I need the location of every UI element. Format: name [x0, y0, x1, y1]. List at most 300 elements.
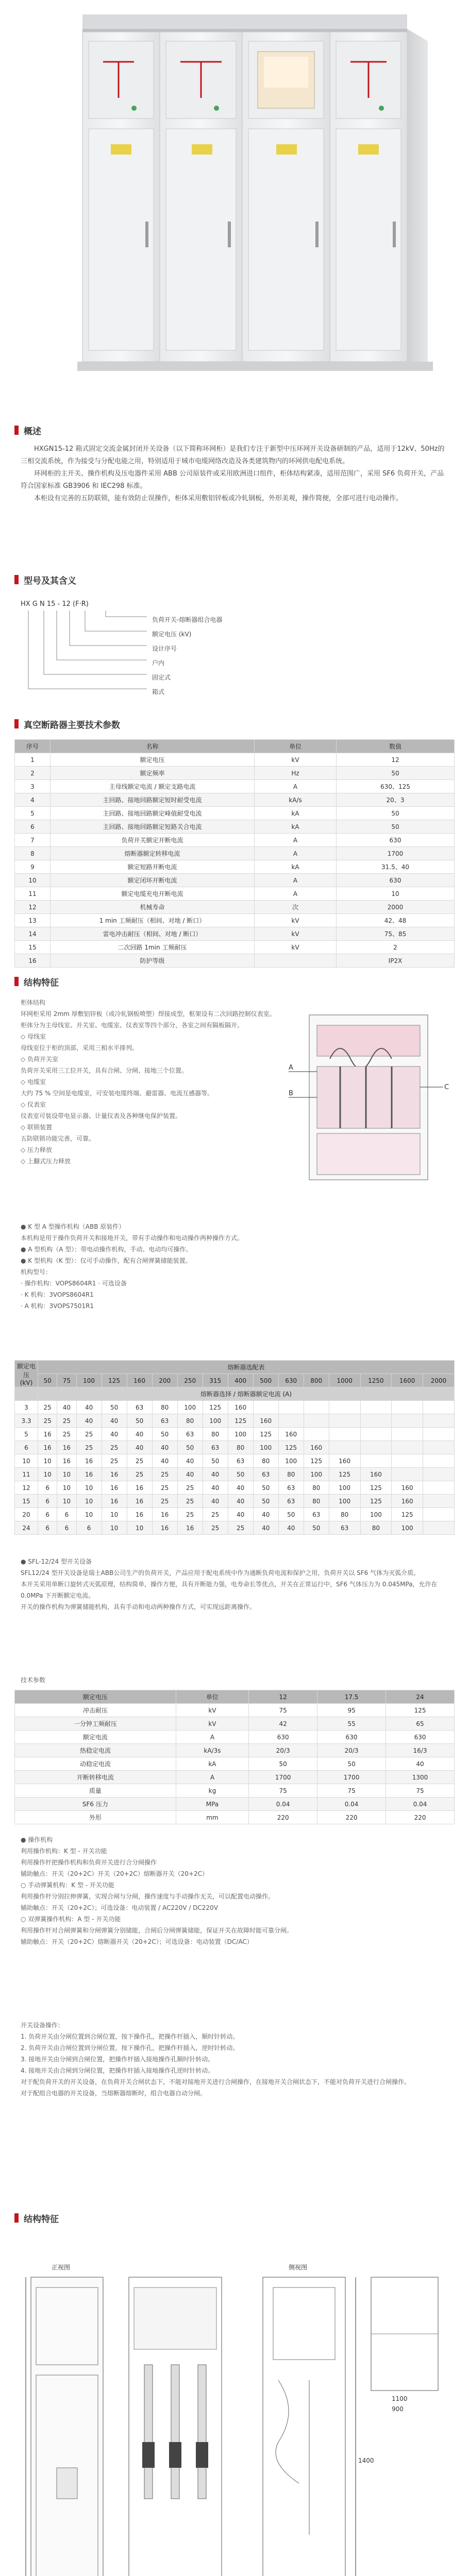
mechanism-line: · 操作机构：VOPS8604R1 · 可选设备 [21, 1280, 127, 1287]
operations-text: 开关设备操作： 1. 负荷开关由分闸位置到合闸位置，按下操作孔，把操作杆插入，顺时针转动。 2. 负荷开关由合闸位置到分闸位置，按下操作孔，把操作杆插入，逆时针转动。 3. 接地开关由分闸到合闸位置，把操作杆插入接地操作孔顺时针转动。 4. 接地开关由合闸到分闸位置，把操作杆插入接地操作孔逆时针转动。 对于配负荷开关的开关设备，在负荷开关合闸状态下，不能对接地开关进行合闸操作，在接地开关合闸状态下，不能对负荷开关进行合闸操作。 对于配组合电器的开关设备，当熔断器熔断时，组合电器自动分闸。 [21, 2020, 448, 2099]
section-marker [14, 719, 19, 728]
tech-table-row [15, 1717, 455, 1731]
spec-cell: 额定电缆充电开断电流 [51, 887, 255, 901]
fuse-table-row [15, 1414, 455, 1428]
spec-cell: 31.5、40 [337, 860, 455, 874]
fuse-cell: 40 [228, 1481, 253, 1495]
fuse-cell: 160 [228, 1401, 253, 1414]
fuse-capacity-header: 200 [152, 1374, 177, 1387]
fuse-cell: 80 [228, 1441, 253, 1454]
spec-cell: 50 [337, 767, 455, 780]
fuse-cell: 10 [38, 1468, 57, 1481]
operation-line: ● 操作机构 [21, 1836, 53, 1843]
fuse-cell: 25 [152, 1495, 177, 1508]
fuse-cell: 25 [57, 1414, 76, 1428]
fuse-capacity-header: 100 [76, 1374, 102, 1387]
fuse-cell [392, 1454, 423, 1468]
fuse-cell [329, 1401, 360, 1414]
tech-cell: 热稳定电流 [15, 1744, 176, 1757]
fuse-cell: 16 [127, 1481, 152, 1495]
section-model-title: 型号及其含义 [14, 572, 76, 587]
fuse-cell: 6 [15, 1441, 38, 1454]
spec-cell: 12 [15, 901, 51, 914]
model-code-diagram [21, 600, 330, 703]
operation-step: 2. 负荷开关由合闸位置到分闸位置，按下操作孔，把操作杆插入，逆时针转动。 [21, 2044, 239, 2052]
spec-cell: 50 [337, 807, 455, 820]
spec-cell: 5 [15, 807, 51, 820]
spec-cell: Hz [255, 767, 337, 780]
tech-table-row [15, 1811, 455, 1824]
model-legend-item: 额定电压 (kV) [152, 631, 192, 638]
fuse-cell: 80 [253, 1454, 278, 1468]
tech-cell: kV [176, 1704, 249, 1717]
spec-cell: 额定闭环开断电流 [51, 874, 255, 887]
model-legend-item: 固定式 [152, 674, 171, 681]
tech-cell: kg [176, 1784, 249, 1798]
fuse-cell: 40 [253, 1508, 278, 1521]
spec-cell: 额定电压 [51, 753, 255, 767]
spec-cell: 负荷开关额定开断电流 [51, 834, 255, 847]
fuse-cell [423, 1454, 455, 1468]
spec-table-row [15, 767, 455, 780]
spec-cell: kV [255, 941, 337, 954]
operation-line: ○ 双弹簧操作机构：A 型 - 开关功能 [21, 1916, 121, 1923]
fuse-cell: 16 [38, 1441, 57, 1454]
fuse-voltage-header: 额定电压 (kV) [15, 1361, 38, 1387]
fuse-cell: 160 [253, 1414, 278, 1428]
fuse-cell: 16 [152, 1508, 177, 1521]
fuse-cell [423, 1495, 455, 1508]
fuse-capacity-header: 500 [253, 1374, 278, 1387]
fuse-cell: 40 [102, 1414, 127, 1428]
fuse-cell [278, 1401, 304, 1414]
fuse-cell: 80 [304, 1495, 329, 1508]
spec-cell: 1 min 工频耐压（相间、对地 / 断口） [51, 914, 255, 927]
fuse-cell: 10 [127, 1521, 152, 1535]
dim-label: 900 [392, 2405, 404, 2413]
tech-table-row [15, 1731, 455, 1744]
tech-cell: 125 [386, 1704, 455, 1717]
fuse-cell [423, 1414, 455, 1428]
spec-cell: 4 [15, 793, 51, 807]
spec-table-row [15, 753, 455, 767]
tech-cell: 95 [317, 1704, 386, 1717]
spec-cell: 雷电冲击耐压（相间、对地 / 断口） [51, 927, 255, 941]
fuse-cell: 40 [278, 1521, 304, 1535]
fuse-cell: 6 [76, 1521, 102, 1535]
fuse-cell: 6 [57, 1521, 76, 1535]
fuse-cell: 50 [177, 1441, 203, 1454]
fuse-capacity-header: 1000 [329, 1374, 360, 1387]
fuse-cell: 40 [228, 1495, 253, 1508]
structure-text: 柜体结构 环网柜采用 2mm 厚敷铝锌板（或冷轧钢板喷塑）焊接成型，框架设有二次回路控制仪表室。 柜体分为主母线室、开关室、电缆室、仪表室等四个部分，各室之间有隔板隔开。 ◇ 母线室 母线室位于柜的顶部，采用三相水平排列。 ◇ 负荷开关室 负荷开关采用三工位开关，具有合闸、分闸、接地三个位置。 ◇ 电缆室 大约 75 % 空间是电缆室，可安装电缆终端、避雷器、电流互感器等。 ◇ 仪表室 仪表室可装设带电显示器、计量仪表及各种继电保护装置。 ◇ 联锁装置 五防联锁功能完善，可靠。 ◇ 压力释放 ◇ 上翻式压力释放 [21, 997, 289, 1167]
tech-cell: 动稳定电流 [15, 1757, 176, 1771]
fuse-cell: 25 [203, 1521, 228, 1535]
fuse-table-row [15, 1428, 455, 1441]
spec-table-row [15, 927, 455, 941]
tech-cell: 75 [317, 1784, 386, 1798]
fuse-cell: 125 [304, 1454, 329, 1468]
operation-step: 1. 负荷开关由分闸位置到合闸位置，按下操作孔，把操作杆插入，顺时针转动。 [21, 2033, 239, 2040]
fuse-cell: 50 [253, 1495, 278, 1508]
fuse-cell [329, 1414, 360, 1428]
tech-cell: 630 [317, 1731, 386, 1744]
fuse-table-row [15, 1481, 455, 1495]
fuse-cell [423, 1401, 455, 1414]
spec-cell: 熔断器额定转移电流 [51, 847, 255, 860]
spec-table-row [15, 807, 455, 820]
fuse-table-row [15, 1495, 455, 1508]
tech-cell: 65 [386, 1717, 455, 1731]
model-legend-item: 负荷开关-熔断器组合电器 [152, 616, 223, 623]
fuse-table-row [15, 1508, 455, 1521]
fuse-cell: 40 [76, 1414, 102, 1428]
spec-table-row [15, 954, 455, 968]
fuse-cell: 160 [392, 1495, 423, 1508]
fuse-cell: 15 [15, 1495, 38, 1508]
tech-cell: 40 [386, 1757, 455, 1771]
fuse-cell: 100 [329, 1481, 360, 1495]
spec-table-row [15, 887, 455, 901]
mechanism-line: · K 机构：3VOPS8604R1 [21, 1291, 94, 1298]
fuse-capacity-header: 1600 [392, 1374, 423, 1387]
spec-table-row [15, 860, 455, 874]
structure-item: 柜体分为主母线室、开关室、电缆室、仪表室等四个部分，各室之间有隔板隔开。 [21, 1022, 244, 1029]
fuse-cell: 16 [38, 1428, 57, 1441]
tech-table-row [15, 1757, 455, 1771]
fuse-cell: 6 [38, 1495, 57, 1508]
spec-cell: 75、85 [337, 927, 455, 941]
spec-table-row [15, 820, 455, 834]
fuse-table [14, 1360, 455, 1535]
structure-diagram [289, 1010, 454, 1185]
tech-cell: 220 [249, 1811, 317, 1824]
spec-cell: kV [255, 927, 337, 941]
fuse-capacity-header: 1250 [360, 1374, 392, 1387]
fuse-table-row [15, 1521, 455, 1535]
spec-cell: 14 [15, 927, 51, 941]
fuse-cell [360, 1414, 392, 1428]
fuse-cell: 25 [177, 1481, 203, 1495]
fuse-cell: 100 [360, 1508, 392, 1521]
fuse-cell: 80 [304, 1481, 329, 1495]
tech-cell: 55 [317, 1717, 386, 1731]
section-marker [14, 977, 19, 986]
tech-cell: A [176, 1771, 249, 1784]
tech-cell: 75 [249, 1704, 317, 1717]
fuse-cell: 25 [152, 1468, 177, 1481]
spec-cell: 630 [337, 874, 455, 887]
tech-cell: 16/3 [386, 1744, 455, 1757]
fuse-cell: 80 [360, 1521, 392, 1535]
switchgear-cabinet-illustration [0, 0, 469, 392]
fuse-cell: 125 [203, 1401, 228, 1414]
fuse-cell: 63 [253, 1468, 278, 1481]
operation-step: 3. 接地开关由分闸到合闸位置，把操作杆插入接地操作孔顺时针转动。 [21, 2056, 214, 2063]
fuse-cell [423, 1441, 455, 1454]
structure-item: ◇ 母线室 [21, 1033, 46, 1040]
section-marker [14, 426, 19, 435]
operation-line: 利用操作杆分别拉伸弹簧，实现合闸与分闸，操作速度与手动操作无关，可以配置电动操作。 [21, 1893, 275, 1900]
fuse-cell: 125 [360, 1495, 392, 1508]
fuse-cell: 160 [392, 1481, 423, 1495]
spec-cell: 1700 [337, 847, 455, 860]
spec-cell: 42、48 [337, 914, 455, 927]
spec-cell: 防护等级 [51, 954, 255, 968]
fuse-cell: 40 [203, 1481, 228, 1495]
fuse-cell: 125 [228, 1414, 253, 1428]
fuse-cell: 25 [228, 1521, 253, 1535]
mechanism-line: ● K 型机构（K 型）：仅可手动操作，配有合闸弹簧储能装置。 [21, 1257, 192, 1264]
outline-drawings [21, 2246, 448, 2576]
spec-cell: 额定短路开断电流 [51, 860, 255, 874]
fuse-cell: 40 [177, 1454, 203, 1468]
operation-line: 利用操作机构：K 型 - 开关功能 [21, 1848, 107, 1855]
spec-cell: 6 [15, 820, 51, 834]
fuse-capacity-header: 50 [38, 1374, 57, 1387]
fuse-cell [304, 1428, 329, 1441]
section-marker [14, 2213, 19, 2223]
fuse-cell: 10 [76, 1495, 102, 1508]
mechanism-text [21, 1221, 448, 1312]
fuse-cell: 63 [278, 1481, 304, 1495]
cabinet-section-drawing [289, 1010, 454, 1185]
structure-item: ◇ 上翻式压力释放 [21, 1158, 71, 1165]
tech-cell: mm [176, 1811, 249, 1824]
tech-cell: kA/3s [176, 1744, 249, 1757]
mechanism-line: 本机构是用于操作负荷开关和接地开关，带有手动操作和电动操作两种操作方式。 [21, 1234, 244, 1242]
tech-cell: 42 [249, 1717, 317, 1731]
fuse-table-row [15, 1441, 455, 1454]
mechanism-line: ● K 型 A 型操作机构（ABB 原装件） [21, 1223, 125, 1230]
section-structure-title: 结构特征 [14, 974, 59, 989]
fuse-cell: 16 [57, 1454, 76, 1468]
spec-cell: 二次回路 1min 工频耐压 [51, 941, 255, 954]
fuse-cell: 16 [152, 1521, 177, 1535]
operation-line: 利用操作杆对合闸弹簧和分闸弹簧分别储能，合闸后分闸弹簧储能，保证开关在故障时能可靠分闸。 [21, 1927, 293, 1934]
tech-cell: 一分钟工频耐压 [15, 1717, 176, 1731]
sf6-line: ● SFL-12/24 型开关设备 [21, 1558, 92, 1565]
structure-item: ◇ 联锁装置 [21, 1124, 53, 1131]
fuse-cell: 63 [278, 1495, 304, 1508]
tech-cell: 1700 [249, 1771, 317, 1784]
section-marker [14, 575, 19, 584]
fuse-capacity-header: 400 [228, 1374, 253, 1387]
fuse-cell: 125 [253, 1428, 278, 1441]
fuse-cell: 10 [57, 1468, 76, 1481]
fuse-cell: 125 [278, 1441, 304, 1454]
tech-table-row [15, 1771, 455, 1784]
fuse-cell: 16 [102, 1481, 127, 1495]
operation-mechanism-text [21, 1834, 448, 1947]
fuse-cell: 25 [152, 1481, 177, 1495]
spec-cell: 2 [15, 767, 51, 780]
fuse-cell: 63 [203, 1441, 228, 1454]
fuse-cell [329, 1441, 360, 1454]
spec-cell: 3 [15, 780, 51, 793]
spec-cell: 机械寿命 [51, 901, 255, 914]
fuse-cell: 40 [203, 1468, 228, 1481]
outline-drawing-svg [21, 2246, 448, 2576]
tech-cell: 20/3 [317, 1744, 386, 1757]
fuse-cell [423, 1508, 455, 1521]
fuse-cell: 100 [203, 1414, 228, 1428]
fuse-cell: 100 [278, 1454, 304, 1468]
fuse-cell: 80 [152, 1401, 177, 1414]
fuse-cell: 40 [228, 1508, 253, 1521]
tech-cell: 0.04 [249, 1798, 317, 1811]
section-specs-title: 真空断路器主要技术参数 [14, 716, 120, 732]
overview-text: HXGN15-12 箱式固定交流金属封闭开关设备（以下简称环网柜）是我们专注于新型中压环网开关设备研制的产品，适用于12kV、50Hz的三相交流系统，作为接受与分配电能之用，特别适用于城市电缆网络改造及各类建筑物内的环网供电配电系统。 环网柜的主开关、操作机构及压电器件采用 ABB 公司原装件或采用欧洲进口组件，柜体结构紧凑，适用范围广，采用 SF6 负荷开关，产品符合国家标准 GB3906 和 IEC298 标准。 本柜设有完善的五防联锁，能有效防止误操作，柜体采用敷铝锌板或冷轧钢板，外形美观，操作简便，全部可进行电动操作。 [21, 445, 445, 502]
tech-cell: MPa [176, 1798, 249, 1811]
fuse-cell: 50 [127, 1414, 152, 1428]
tech-cell: A [176, 1731, 249, 1744]
sf6-line: 本开关采用单断口旋转式灭弧原理，结构简单，操作方便，具有开断能力强，电寿命长等优点，开关在正常运行中，SF6 气体压力为 0.045MPa，允许在 0.0MPa 下开断额定电流。 [21, 1581, 438, 1599]
fuse-cell: 10 [15, 1454, 38, 1468]
fuse-cell [392, 1441, 423, 1454]
fuse-cell: 25 [102, 1441, 127, 1454]
fuse-cell: 16 [127, 1508, 152, 1521]
fuse-cell: 25 [76, 1428, 102, 1441]
spec-cell: 20、3 [337, 793, 455, 807]
fuse-capacity-header: 250 [177, 1374, 203, 1387]
fuse-cell: 80 [203, 1428, 228, 1441]
fuse-cell: 63 [329, 1521, 360, 1535]
fuse-cell: 100 [253, 1441, 278, 1454]
fuse-capacity-header: 800 [304, 1374, 329, 1387]
fuse-cell: 12 [15, 1481, 38, 1495]
spec-cell: A [255, 847, 337, 860]
fuse-cell: 40 [102, 1428, 127, 1441]
fuse-cell: 160 [360, 1468, 392, 1481]
fuse-cell: 10 [38, 1454, 57, 1468]
fuse-cell: 50 [152, 1428, 177, 1441]
dim-label: 1100 [392, 2395, 408, 2402]
fuse-cell: 40 [203, 1495, 228, 1508]
operation-line: 辅助触点：开关（20+2C）开关（20+2C）熔断器开关（20+2C） [21, 1870, 209, 1877]
fuse-cell [360, 1401, 392, 1414]
fuse-capacity-header: 2000 [423, 1374, 455, 1387]
spec-cell: 1 [15, 753, 51, 767]
fuse-cell: 80 [278, 1468, 304, 1481]
tech-cell: 1700 [317, 1771, 386, 1784]
tech-cell: 20/3 [249, 1744, 317, 1757]
fuse-cell: 50 [228, 1468, 253, 1481]
tech-cell: 0.04 [317, 1798, 386, 1811]
fuse-table-row [15, 1401, 455, 1414]
fuse-cell: 50 [203, 1454, 228, 1468]
fuse-cell: 16 [76, 1454, 102, 1468]
fuse-cell: 11 [15, 1468, 38, 1481]
fuse-cell: 40 [127, 1441, 152, 1454]
spec-cell: A [255, 874, 337, 887]
spec-cell: 50 [337, 820, 455, 834]
fuse-cell [304, 1401, 329, 1414]
spec-cell: 额定频率 [51, 767, 255, 780]
fuse-cell: 25 [127, 1468, 152, 1481]
section-overview-title: 概述 [14, 422, 41, 438]
spec-cell: IP2X [337, 954, 455, 968]
fuse-cell: 100 [329, 1495, 360, 1508]
fuse-cell: 25 [177, 1508, 203, 1521]
tech-cell: 开断转移电流 [15, 1771, 176, 1784]
fuse-cell: 25 [203, 1508, 228, 1521]
fuse-table-row [15, 1468, 455, 1481]
fuse-cell: 16 [102, 1468, 127, 1481]
spec-cell: 630、125 [337, 780, 455, 793]
tech-cell: 50 [317, 1757, 386, 1771]
fuse-cell: 10 [57, 1481, 76, 1495]
fuse-cell: 125 [329, 1468, 360, 1481]
fuse-cell: 40 [76, 1401, 102, 1414]
fuse-cell: 50 [102, 1401, 127, 1414]
spec-cell: kA/s [255, 793, 337, 807]
tech-cell: 630 [249, 1731, 317, 1744]
fuse-cell: 160 [304, 1441, 329, 1454]
tech-cell: 220 [317, 1811, 386, 1824]
fuse-cell: 6 [38, 1481, 57, 1495]
structure-item: 仪表室可装设带电显示器、计量仪表及各种继电保护装置。 [21, 1112, 182, 1120]
fuse-cell: 10 [102, 1508, 127, 1521]
fuse-capacity-header: 75 [57, 1374, 76, 1387]
spec-cell: A [255, 887, 337, 901]
fuse-cell: 125 [360, 1481, 392, 1495]
tech-title: 技术参数 [21, 1676, 46, 1684]
fuse-capacity-header: 125 [102, 1374, 127, 1387]
tech-cell: 630 [386, 1731, 455, 1744]
tech-cell: 75 [249, 1784, 317, 1798]
spec-cell: 630 [337, 834, 455, 847]
tech-cell: kV [176, 1717, 249, 1731]
fuse-cell: 40 [57, 1401, 76, 1414]
spec-table-header: 序号 名称 单位 数值 [15, 740, 455, 753]
tech-cell: 0.04 [386, 1798, 455, 1811]
operation-step: 对于配负荷开关的开关设备，在负荷开关合闸状态下，不能对接地开关进行合闸操作，在接地开关合闸状态下，不能对负荷开关进行合闸操作。 [21, 2078, 411, 2086]
spec-table-row [15, 834, 455, 847]
fuse-cell: 3.3 [15, 1414, 38, 1428]
fuse-capacity-header: 630 [278, 1374, 304, 1387]
fuse-table-subheader: 熔断器选择 / 熔断器额定电流 (A) [38, 1387, 455, 1401]
tech-cell: 额定电流 [15, 1731, 176, 1744]
spec-table-row [15, 874, 455, 887]
tech-cell: 1300 [386, 1771, 455, 1784]
structure-item: ◇ 仪表室 [21, 1101, 46, 1108]
fuse-cell: 6 [38, 1521, 57, 1535]
fuse-cell: 16 [177, 1521, 203, 1535]
fuse-cell: 40 [253, 1521, 278, 1535]
spec-cell: kA [255, 807, 337, 820]
fuse-cell: 160 [329, 1454, 360, 1468]
operation-line: 辅助触点：开关（20+2C）熔断器开关（20+2C）；可选设备：电动装置（DC/AC） [21, 1938, 253, 1945]
spec-cell: 9 [15, 860, 51, 874]
structure-item: 负荷开关采用三工位开关，具有合闸、分闸、接地三个位置。 [21, 1067, 188, 1074]
spec-cell: 2 [337, 941, 455, 954]
fuse-cell: 6 [57, 1508, 76, 1521]
spec-cell [255, 954, 337, 968]
spec-cell: 10 [337, 887, 455, 901]
spec-cell: 主回路、接地回路额定短时耐受电流 [51, 793, 255, 807]
operation-line: 利用操作杆把操作机构和负荷开关进行合分闸操作 [21, 1859, 157, 1866]
fuse-cell: 5 [15, 1428, 38, 1441]
fuse-cell: 80 [177, 1414, 203, 1428]
spec-table-row [15, 901, 455, 914]
spec-table-row [15, 780, 455, 793]
model-legend-item: 箱式 [152, 688, 165, 696]
fuse-cell: 125 [392, 1508, 423, 1521]
fuse-cell [253, 1401, 278, 1414]
structure-item: ◇ 压力释放 [21, 1146, 53, 1154]
fuse-cell: 10 [76, 1481, 102, 1495]
